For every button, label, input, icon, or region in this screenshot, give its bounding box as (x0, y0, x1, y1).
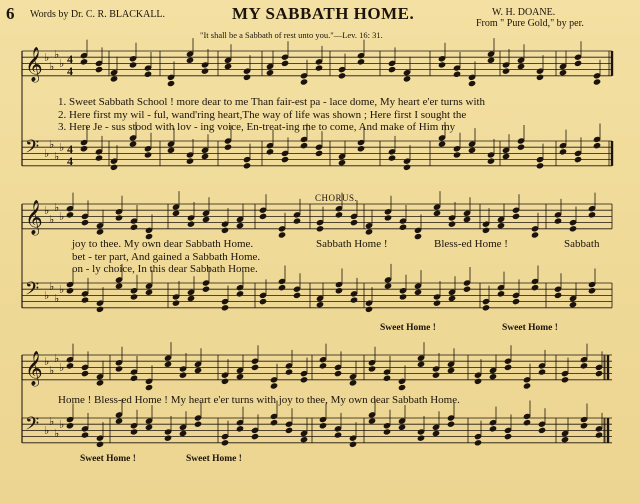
svg-text:♭: ♭ (54, 48, 60, 61)
verse-3-line-2: on - ly choice, In this dear Sabbath Home. (72, 263, 258, 275)
svg-text:𝄢: 𝄢 (25, 279, 40, 304)
bass-chorus-word: Sweet Home ! (502, 323, 558, 333)
svg-text:♭: ♭ (54, 292, 60, 305)
chorus-word: Sabbath (564, 238, 600, 250)
svg-text:4: 4 (67, 142, 73, 156)
svg-text:♭: ♭ (59, 210, 65, 223)
verse-1-line-2: joy to thee. My own dear Sabbath Home. (72, 238, 254, 250)
svg-text:4: 4 (67, 154, 73, 168)
svg-text:♭: ♭ (49, 138, 55, 151)
svg-text:𝄢: 𝄢 (25, 414, 40, 439)
svg-text:♭: ♭ (44, 289, 50, 302)
svg-text:♭: ♭ (54, 352, 60, 365)
svg-text:♭: ♭ (49, 60, 55, 73)
svg-text:𝄞: 𝄞 (25, 47, 43, 82)
verse-1-line: 1. Sweet Sabbath School ! more dear to me Than fair-est pa - lace dome, My heart e'er turns with (58, 96, 486, 108)
svg-text:♭: ♭ (44, 355, 50, 368)
svg-text:𝄞: 𝄞 (25, 200, 43, 235)
svg-text:♭: ♭ (54, 150, 60, 163)
chorus-label: CHORUS. (315, 193, 358, 203)
svg-text:♭: ♭ (54, 201, 60, 214)
svg-text:♭: ♭ (44, 51, 50, 64)
svg-text:𝄢: 𝄢 (25, 137, 40, 162)
svg-text:𝄞: 𝄞 (25, 351, 43, 386)
composer-credit: W. H. DOANE. (492, 7, 556, 18)
epigraph: "It shall be a Sabbath of rest unto you."—Lev. 16: 31. (200, 30, 383, 40)
verse-2-line: 2. Here first my wil - ful, wand'ring heart,The way of life was shown ; Here first I sought the (58, 109, 467, 121)
svg-text:♭: ♭ (54, 427, 60, 440)
source-credit: From " Pure Gold," by per. (476, 18, 584, 29)
svg-text:♭: ♭ (49, 364, 55, 377)
svg-text:♭: ♭ (59, 283, 65, 296)
svg-text:♭: ♭ (49, 415, 55, 428)
svg-text:♭: ♭ (59, 418, 65, 431)
verse-3-line: 3. Here Je - sus stood with lov - ing voice, En-treat-ing me to come, And make of Him my (58, 121, 456, 133)
chorus-word: Bless-ed Home ! (434, 238, 508, 250)
bass-chorus-word: Sweet Home ! (80, 454, 136, 464)
verse-2-line-2: bet - ter part, And gained a Sabbath Home. (72, 251, 261, 263)
bass-chorus-word: Sweet Home ! (380, 323, 436, 333)
svg-text:♭: ♭ (59, 57, 65, 70)
chorus-line: Home ! Bless-ed Home ! My heart e'er turns with joy to thee, My own dear Sabbath Home. (58, 394, 460, 406)
svg-text:♭: ♭ (44, 424, 50, 437)
hymn-title: MY SABBATH HOME. (232, 4, 415, 23)
bass-chorus-word: Sweet Home ! (186, 454, 242, 464)
words-credit: Words by Dr. C. R. BLACKALL. (30, 9, 166, 20)
page-number: 6 (6, 4, 15, 23)
svg-text:♭: ♭ (44, 204, 50, 217)
svg-text:♭: ♭ (49, 280, 55, 293)
svg-text:♭: ♭ (59, 361, 65, 374)
svg-text:♭: ♭ (59, 141, 65, 154)
chorus-word: Sabbath Home ! (316, 238, 388, 250)
svg-text:♭: ♭ (44, 147, 50, 160)
svg-text:4: 4 (67, 64, 73, 78)
svg-text:4: 4 (67, 52, 73, 66)
svg-text:♭: ♭ (49, 213, 55, 226)
